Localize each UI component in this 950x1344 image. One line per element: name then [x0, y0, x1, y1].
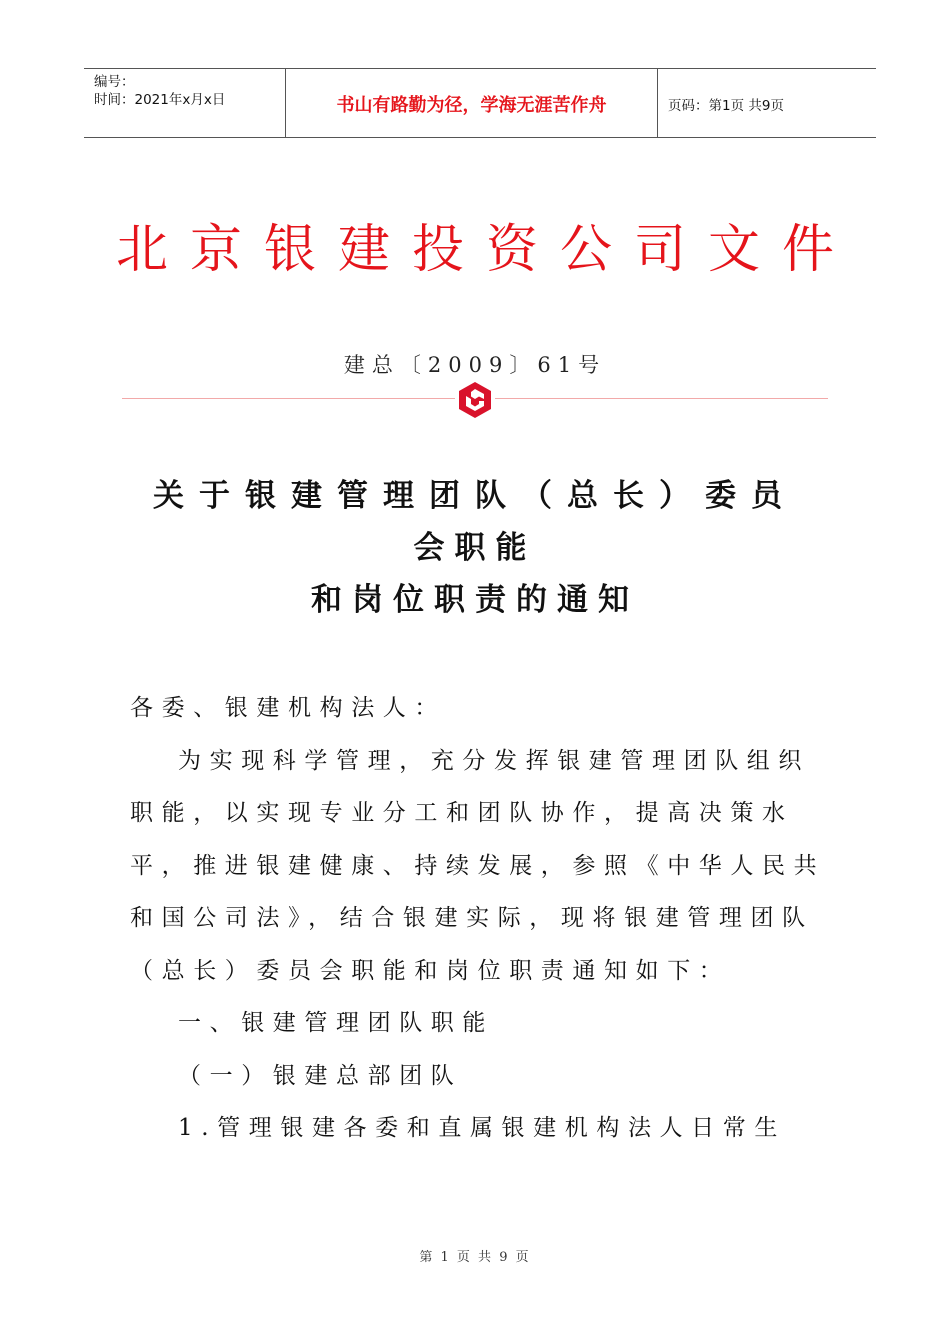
header-meta: [84, 69, 286, 137]
section-heading: 一、银建管理团队职能: [178, 1010, 494, 1036]
doc-number: 建总〔2009〕61号: [343, 353, 607, 377]
header-motto: 书山有路勤为径，学海无涯苦作舟: [286, 69, 658, 137]
company-logo-icon: [455, 380, 495, 420]
notice-title-line-3: 和岗位职责的通知: [311, 582, 639, 618]
notice-title: [0, 470, 950, 626]
paragraph-intro: 为实现科学管理，充分发挥银建管理团队组织职能，以实现专业分工和团队协作，提高决策水平，推进银建健康、持续发展，参照《中华人民共和国公司法》，结合银建实际，现将银建管理团队（总长）委员会职能和岗位职责通知如下：: [130, 747, 826, 984]
org-title: 北京银建投资公司文件: [115, 220, 856, 280]
notice-title-line-2: 会职能: [413, 530, 537, 566]
page-footer: 第 1 页 共 9 页: [419, 1250, 531, 1265]
header-page-label: 页码：第1页 共9页: [668, 98, 784, 114]
document-header: [84, 68, 876, 138]
list-item: 1.管理银建各委和直属银建机构法人日常生: [178, 1115, 786, 1141]
number-label: 编号：: [94, 74, 135, 90]
subsection-heading: （一）银建总部团队: [178, 1062, 463, 1089]
salutation: 各委、银建机构法人：: [130, 695, 446, 721]
notice-body: [130, 682, 830, 1155]
time-label: 时间：2021年x月x日: [94, 92, 226, 108]
notice-title-line-1: 关于银建管理团队（总长）委员: [153, 478, 797, 514]
